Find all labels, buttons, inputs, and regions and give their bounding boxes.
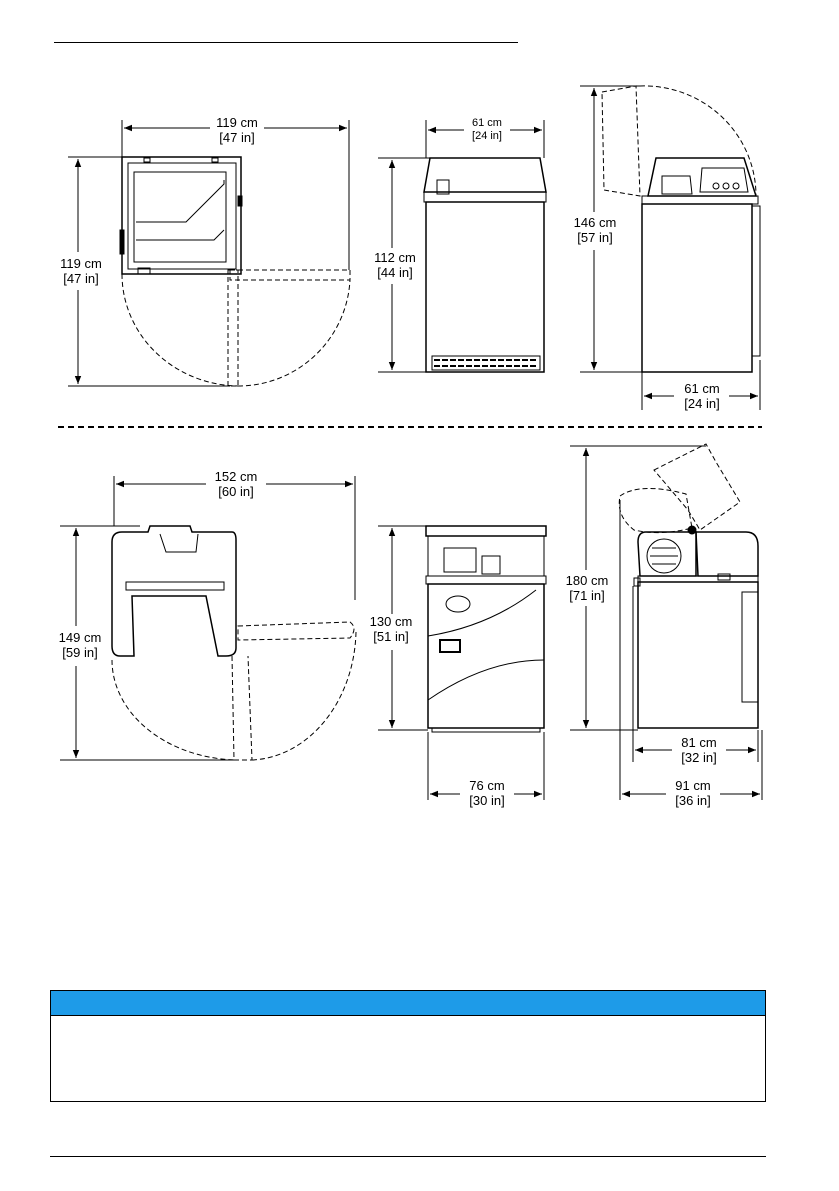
dim-bot-right-height: 180 cm [71 in] [558,573,616,603]
top-right-side-view [580,86,760,410]
top-left-plan-view [68,120,350,386]
dim-top-right-depth: 61 cm [24 in] [675,381,729,411]
dim-bot-left-depth: 149 cm [59 in] [52,630,108,660]
dim-bot-mid-height: 130 cm [51 in] [362,614,420,644]
bottom-left-plan-view [60,476,356,760]
dim-top-right-height: 146 cm [57 in] [568,215,622,245]
bottom-right-side-view [570,444,762,800]
dim-bot-right-total: 91 cm [36 in] [666,778,720,808]
dim-top-mid-height: 112 cm [44 in] [368,250,422,280]
dim-top-left-width: 119 cm [47 in] [210,115,264,145]
dim-top-left-depth: 119 cm [47 in] [54,256,108,286]
dim-bot-mid-width: 76 cm [30 in] [460,778,514,808]
dim-top-mid-width: 61 cm [24 in] [464,117,510,143]
dim-bot-left-width: 152 cm [60 in] [206,469,266,499]
notice-box [50,990,766,1102]
notice-header-bar [51,991,765,1016]
top-middle-front-view [378,120,546,372]
bottom-middle-front-view [378,526,546,800]
dim-bot-right-depth: 81 cm [32 in] [672,735,726,765]
